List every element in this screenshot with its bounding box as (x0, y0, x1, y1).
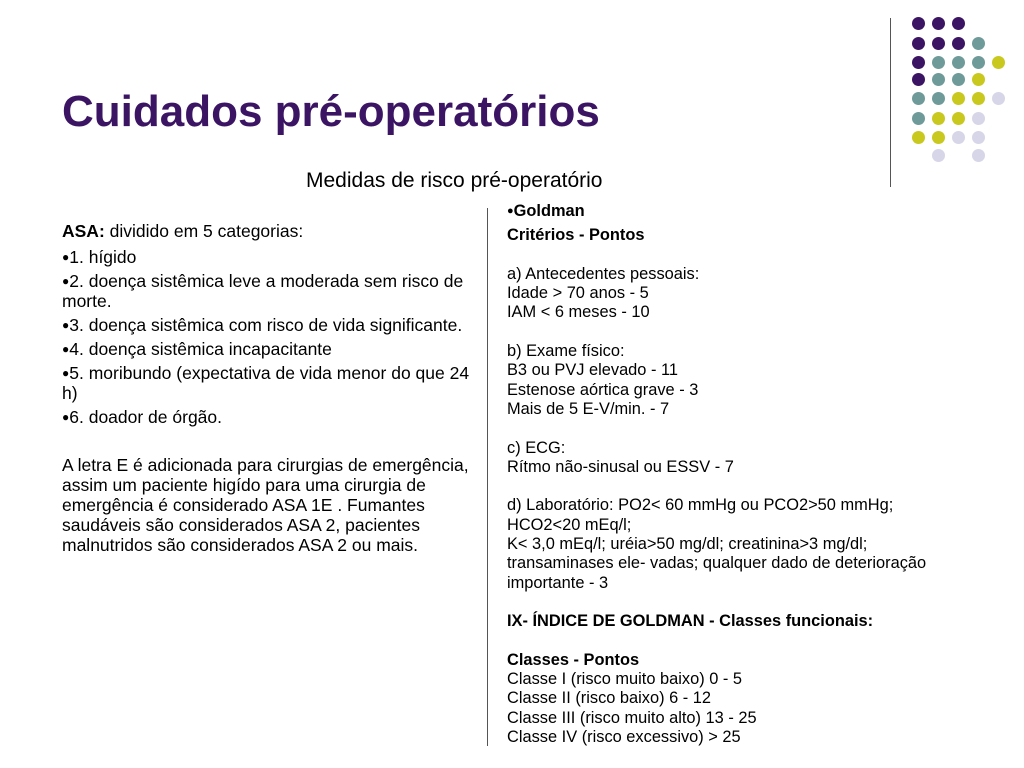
goldman-heading (507, 202, 1019, 221)
decorative-dot (952, 56, 965, 69)
decorative-dot (912, 92, 925, 105)
decorative-dot (932, 112, 945, 125)
decorative-dot (972, 112, 985, 125)
bullet-icon: ● (62, 250, 70, 264)
class-line: Classe IV (risco excessivo) > 25 (507, 728, 741, 747)
slide-subtitle: Medidas de risco pré-operatório (306, 169, 603, 192)
section-d-line: importante - 3 (507, 573, 609, 592)
section-c-title: c) ECG: (507, 438, 566, 457)
section-d-line: transaminases ele- vadas; qualquer dado de deterioração (507, 554, 927, 573)
decorative-dot (952, 73, 965, 86)
asa-item (62, 315, 472, 335)
decorative-dot (992, 56, 1005, 69)
decorative-dot (972, 37, 985, 50)
bullet-icon: ● (62, 274, 70, 288)
asa-item-text: 2. doença sistêmica leve a moderada sem risco de morte. (62, 271, 464, 311)
bullet-icon: ● (507, 205, 514, 217)
decorative-dot (912, 17, 925, 30)
bullet-icon: ● (62, 318, 70, 332)
section-c-line: Rítmo não-sinusal ou ESSV - 7 (507, 457, 734, 476)
decorative-dot (952, 112, 965, 125)
goldman-column (507, 202, 1019, 747)
asa-item-text: 4. doença sistêmica incapacitante (69, 339, 332, 359)
section-b-line: Estenose aórtica grave - 3 (507, 380, 699, 399)
decorative-dot (972, 56, 985, 69)
asa-column (62, 221, 472, 555)
section-a-title: a) Antecedentes pessoais: (507, 264, 700, 283)
section-d-title: d) Laboratório: PO2< 60 mmHg ou PCO2>50 mmHg; (507, 496, 894, 515)
decorative-dot (952, 92, 965, 105)
bullet-icon: ● (62, 410, 70, 424)
asa-item-text: 6. doador de órgão. (69, 407, 223, 427)
class-line: Classe II (risco baixo) 6 - 12 (507, 689, 712, 708)
asa-item (62, 363, 472, 403)
decorative-dot (912, 56, 925, 69)
decorative-dot (932, 56, 945, 69)
section-d-line: K< 3,0 mEq/l; uréia>50 mg/dl; creatinina>3 mg/dl; (507, 535, 868, 554)
section-b-title: b) Exame físico: (507, 342, 625, 361)
decorative-dot (912, 112, 925, 125)
class-line: Classe III (risco muito alto) 13 - 25 (507, 708, 757, 727)
asa-item (62, 247, 472, 267)
column-divider (487, 208, 488, 746)
decorative-dot (932, 17, 945, 30)
class-line: Classe I (risco muito baixo) 0 - 5 (507, 670, 743, 689)
decorative-dot (912, 37, 925, 50)
asa-description: dividido em 5 categorias: (104, 221, 304, 241)
asa-item-text: 1. hígido (69, 247, 137, 267)
asa-item (62, 339, 472, 359)
decorative-dot (932, 149, 945, 162)
decorative-dot (912, 131, 925, 144)
decorative-dot (952, 17, 965, 30)
goldman-heading-text: Goldman (513, 202, 585, 220)
section-a-line: IAM < 6 meses - 10 (507, 303, 650, 322)
decorative-dot (912, 73, 925, 86)
asa-item-text: 3. doença sistêmica com risco de vida significante. (69, 315, 463, 335)
asa-paragraph: A letra E é adicionada para cirurgias de emergência, assim um paciente higído para uma cirurgia de emergência é considerado ASA 1E . Fumantes saudáveis são considerados ASA 2, pacientes malnutridos são considerados ASA 2 ou mais. (62, 455, 469, 555)
asa-heading (62, 221, 472, 241)
decorative-dot (932, 73, 945, 86)
decorative-dot (972, 73, 985, 86)
section-a-line: Idade > 70 anos - 5 (507, 284, 649, 303)
decorative-dot (972, 149, 985, 162)
goldman-index-title: IX- ÍNDICE DE GOLDMAN - Classes funcionais: (507, 612, 874, 631)
decorative-dot (932, 131, 945, 144)
decorative-dot (932, 37, 945, 50)
vertical-divider-top (890, 18, 891, 187)
criteria-heading: Critérios - Pontos (507, 226, 645, 245)
classes-heading: Classes - Pontos (507, 650, 640, 669)
section-d-line: HCO2<20 mEq/l; (507, 515, 632, 534)
decorative-dot (992, 92, 1005, 105)
decorative-dot (972, 92, 985, 105)
decorative-dot (952, 131, 965, 144)
asa-item (62, 271, 472, 311)
slide-title: Cuidados pré-operatórios (62, 87, 600, 136)
section-b-line: B3 ou PVJ elevado - 11 (507, 361, 678, 380)
bullet-icon: ● (62, 342, 70, 356)
section-b-line: Mais de 5 E-V/min. - 7 (507, 399, 670, 418)
decorative-dot (952, 37, 965, 50)
decorative-dot (932, 92, 945, 105)
decorative-dot (972, 131, 985, 144)
bullet-icon: ● (62, 366, 70, 380)
asa-label: ASA: (62, 221, 105, 241)
asa-item-text: 5. moribundo (expectativa de vida menor do que 24 h) (62, 363, 470, 403)
asa-item (62, 407, 472, 427)
